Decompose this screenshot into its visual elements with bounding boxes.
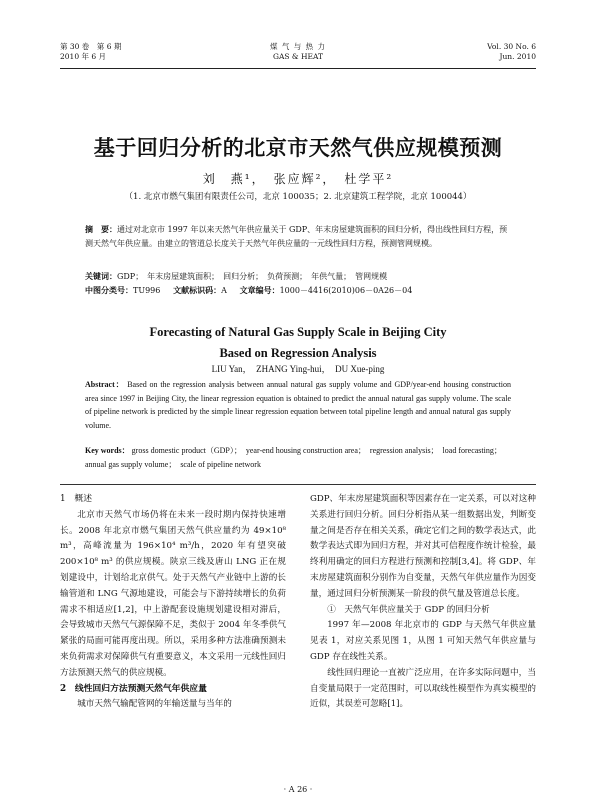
authors-en: LIU Yan， ZHANG Ying-hui， DU Xue-ping <box>211 364 385 374</box>
body-paragraph: 1997 年—2008 年北京市的 GDP 与天然气年供应量见表 1，对应关系见图 1，从图 1 可知天然气年供应量与 GDP 存在线性关系。 <box>310 620 536 662</box>
header-journal <box>60 42 536 62</box>
doc-code-value: A <box>221 286 227 295</box>
article-no-label: 文章编号： <box>239 285 280 295</box>
section-divider <box>60 484 536 485</box>
affiliation-cn: （1. 北京市燃气集团有限责任公司，北京 100035；2. 北京建筑工程学院，北京 100044） <box>124 192 472 202</box>
body-paragraph: GDP、年末房屋建筑面积等因素存在一定关系，可以对这种关系进行回归分析。回归分析指从某一组数据出发，判断变量之间是否存在相关关系，确定它们之间的数学表达式，此数学表达式即为回归方程，并对其可信程度作统计检验，最终利用确定的回归方程进行预测和控制[3,4]。将 GDP、年末房屋建筑面积分别作为自变量，天然气年供应量作为因变量，通过回归分析预测某一阶段的供气量及管道总长度。 <box>310 494 536 599</box>
classification-cn <box>85 284 511 298</box>
doc-code-label: 文献标识码： <box>173 285 222 295</box>
header-journal-en: GAS & HEAT <box>272 52 323 61</box>
section-1-heading: 1 概述 <box>60 494 92 504</box>
body-paragraph: 线性回归理论一直被广泛应用，在许多实际问题中，当自变量局限于一定范围时，可以取线性模型作为真实模型的近似，其误差可忽略[1]。 <box>310 667 536 710</box>
clc-label: 中图分类号： <box>85 285 133 295</box>
header-date-cn: 2010 年 6 月 <box>60 52 107 61</box>
header-journal-cn: 煤 气 与 热 力 <box>269 42 327 51</box>
header-rule <box>60 68 536 69</box>
section-2-heading: 2 线性回归方法预测天然气年供应量 <box>60 683 207 694</box>
header-volume-issue: 第 30 卷 第 6 期 <box>60 42 122 51</box>
body-paragraph: 北京市天然气市场仍将在未来一段时期内保持快速增长。2008 年北京市燃气集团天然气供应量约为 49×10⁸ m³，高峰流量为 196×10⁴ m³/h，2020 年有望突破 200×10⁸ m³ 的供应规模。陕京三线及唐山 LNG 正在规划建设中，计划给北京供气。处于天然气产业链中上游的长输管道和 LNG 气源地建设，可能会与下游持续增长的负荷需求不相适应[1,2]，中上游配套设施规划建设相对滞后，会导致城市天然气气源保障不足，类似于 2004 年冬季供气紧张的局面可能再度出现。所以，采用多种方法准确预测未来负荷需求对保障供气有重要意义，本文采用一元线性回归方法预测天然气的供应规模。 <box>60 509 286 678</box>
keywords-en <box>85 444 511 471</box>
header-vol-no: Vol. 30 No. 6 <box>487 42 536 51</box>
abstract-cn-text: 通过对北京市 1997 年以来天然气年供应量关于 GDP、年末房屋建筑面积的回归分析，得出线性回归方程，预测天然气年供应量。由建立的管道总长度关于天然气年供应量的一元线性回归方程，预测管网规模。 <box>85 225 508 248</box>
subsection-heading: ① 天然气年供应量关于 GDP 的回归分析 <box>327 604 490 615</box>
keywords-cn <box>85 270 511 284</box>
paper-title-en-line2: Based on Regression Analysis <box>219 346 377 360</box>
abstract-cn <box>85 223 511 250</box>
body-paragraph: 城市天然气输配管网的年输送量与当年的 <box>77 699 232 710</box>
paper-title-cn: 基于回归分析的北京市天然气供应规模预测 <box>93 135 503 160</box>
abstract-en-text: Based on the regression analysis between annual natural gas supply volume and GDP/year-end housing construction area since 1997 in Beijing City, the linear regression equation is obtained to predict the annual natural gas supply volume. The scale of pipeline network is predicted by the simple linear regression equation between total pipeline length and annual natural gas supply volume. <box>85 380 512 430</box>
header-date-en: Jun. 2010 <box>499 52 536 61</box>
keywords-en-label: Key words： <box>85 446 130 455</box>
body-left-column <box>60 492 286 713</box>
abstract-en <box>85 378 511 432</box>
page-number: · A 26 · <box>283 785 313 794</box>
abstract-en-label: Abstract： <box>85 380 125 389</box>
abstract-cn-label: 摘 要： <box>85 224 117 234</box>
keywords-cn-text: GDP； 年末房屋建筑面积； 回归分析； 负荷预测； 年供气量； 管网规模 <box>117 272 388 281</box>
clc-value: TU996 <box>133 286 161 295</box>
paper-title-en-line1: Forecasting of Natural Gas Supply Scale in Beijing City <box>149 325 447 339</box>
paper-title-en <box>0 322 596 364</box>
authors-cn: 刘 燕¹， 张应辉²， 杜学平² <box>202 172 394 186</box>
article-no-value: 1000－4416(2010)06－0A26－04 <box>279 286 413 295</box>
body-right-column <box>310 492 536 713</box>
header-volume-en <box>487 42 536 62</box>
keywords-en-text: gross domestic product（GDP）； year-end housing construction area； regression analysis； load forecasting； annual gas supply volume； scale of pipeline network <box>85 446 506 469</box>
keywords-cn-label: 关键词： <box>85 271 117 281</box>
